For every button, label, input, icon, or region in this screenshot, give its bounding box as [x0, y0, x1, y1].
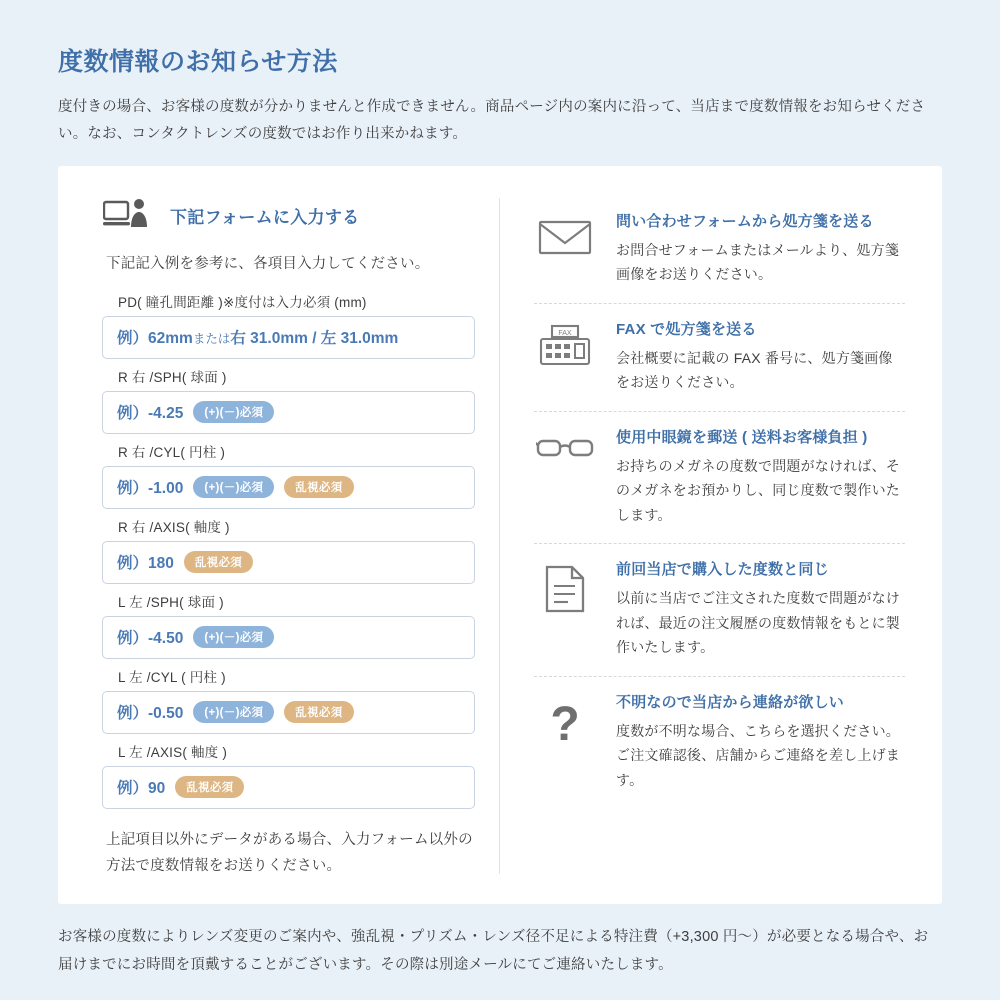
- glasses-icon: [534, 426, 596, 462]
- svg-text:?: ?: [550, 697, 580, 749]
- badge-astigmatism-required: 乱視必須: [184, 551, 253, 573]
- svg-text:FAX: FAX: [558, 329, 572, 337]
- method-title: 使用中眼鏡を郵送 ( 送料お客様負担 ): [616, 428, 868, 446]
- method-inquiry-form[interactable]: [534, 196, 905, 303]
- field-l-sph-input[interactable]: [102, 616, 475, 659]
- footnote-text: お客様の度数によりレンズ変更のご案内や、強乱視・プリズム・レンズ径不足による特注費（+3,300 円〜）が必要となる場合や、お届けまでにお時間を頂戴することがございます。その際は別途メールにてご連絡いたします。: [58, 929, 929, 973]
- field-r-axis: [102, 516, 475, 584]
- field-r-cyl-example: 例）-1.00: [117, 480, 184, 498]
- form-input-icon: [102, 196, 154, 236]
- badge-sign-required: (+)(－)必須: [193, 401, 274, 423]
- field-l-axis-label: L 左 /AXIS( 軸度 ): [118, 744, 228, 760]
- method-text: お持ちのメガネの度数で問題がなければ、そのメガネをお預かりし、同じ度数で製作いたします。: [616, 457, 900, 523]
- badge-sign-required: (+)(－)必須: [193, 476, 274, 498]
- method-text: お問合せフォームまたはメールより、処方箋画像をお送りください。: [616, 241, 900, 283]
- field-l-cyl-input[interactable]: [102, 691, 475, 734]
- field-l-axis-input[interactable]: [102, 766, 475, 809]
- field-r-axis-label: R 右 /AXIS( 軸度 ): [118, 519, 230, 535]
- fax-icon: [534, 318, 596, 368]
- badge-astigmatism-required: 乱視必須: [175, 776, 244, 798]
- method-unknown-contact[interactable]: [534, 676, 905, 809]
- field-l-sph: [102, 591, 475, 659]
- field-pd-example: 例）62mmまたは右 31.0mm / 左 31.0mm: [117, 330, 399, 348]
- field-r-sph: [102, 366, 475, 434]
- field-l-cyl: [102, 666, 475, 734]
- field-pd-input[interactable]: [102, 316, 475, 359]
- badge-sign-required: (+)(－)必須: [193, 701, 274, 723]
- method-title: 問い合わせフォームから処方箋を送る: [616, 212, 874, 230]
- field-pd-label: PD( 瞳孔間距離 )※度付は入力必須 (mm): [118, 294, 367, 310]
- method-fax[interactable]: [534, 303, 905, 411]
- form-method-footer: 上記項目以外にデータがある場合、入力フォーム以外の方法で度数情報をお送りください。: [106, 831, 473, 875]
- form-method-heading-row: [102, 196, 475, 236]
- method-text: 度数が不明な場合、こちらを選択ください。ご注文確認後、店舗からご連絡を差し上げます。: [616, 722, 900, 788]
- field-l-sph-example: 例）-4.50: [117, 630, 184, 648]
- method-title: 前回当店で購入した度数と同じ: [616, 561, 829, 579]
- field-l-cyl-example: 例）-0.50: [117, 705, 184, 723]
- page-title: 度数情報のお知らせ方法: [58, 48, 338, 76]
- badge-astigmatism-required: 乱視必須: [284, 476, 353, 498]
- field-r-axis-input[interactable]: [102, 541, 475, 584]
- badge-sign-required: (+)(－)必須: [193, 626, 274, 648]
- field-r-sph-input[interactable]: [102, 391, 475, 434]
- method-mail-glasses[interactable]: [534, 411, 905, 544]
- method-title: 不明なので当店から連絡が欲しい: [616, 693, 845, 711]
- badge-astigmatism-required: 乱視必須: [284, 701, 353, 723]
- info-card: [58, 166, 942, 905]
- field-r-axis-example: 例）180: [117, 555, 174, 573]
- document-icon: [534, 558, 596, 614]
- field-r-cyl-input[interactable]: [102, 466, 475, 509]
- envelope-icon: [534, 210, 596, 256]
- intro-text: 度付きの場合、お客様の度数が分かりませんと作成できません。商品ページ内の案内に沿って、当店まで度数情報をお知らせください。なお、コンタクトレンズの度数ではお作り出来かねます。: [58, 99, 926, 142]
- method-text: 以前に当店でご注文された度数で問題がなければ、最近の注文履歴の度数情報をもとに製作いたします。: [616, 590, 900, 656]
- field-r-cyl: [102, 441, 475, 509]
- form-method-title: 下記フォームに入力する: [170, 208, 360, 228]
- field-r-sph-label: R 右 /SPH( 球面 ): [118, 369, 227, 385]
- method-title: FAX で処方箋を送る: [616, 320, 757, 338]
- form-method-subtitle: 下記記入例を参考に、各項目入力してください。: [106, 255, 430, 272]
- form-method-column: [88, 192, 499, 881]
- field-l-cyl-label: L 左 /CYL ( 円柱 ): [118, 669, 226, 685]
- field-l-sph-label: L 左 /SPH( 球面 ): [118, 594, 224, 610]
- other-methods-column: [500, 192, 911, 881]
- field-pd: [102, 291, 475, 359]
- field-r-sph-example: 例）-4.25: [117, 405, 184, 423]
- question-mark-icon: [534, 691, 596, 749]
- field-l-axis: [102, 741, 475, 809]
- field-l-axis-example: 例）90: [117, 780, 166, 798]
- field-r-cyl-label: R 右 /CYL( 円柱 ): [118, 444, 226, 460]
- method-previous-order[interactable]: [534, 543, 905, 676]
- method-text: 会社概要に記載の FAX 番号に、処方箋画像をお送りください。: [616, 349, 893, 391]
